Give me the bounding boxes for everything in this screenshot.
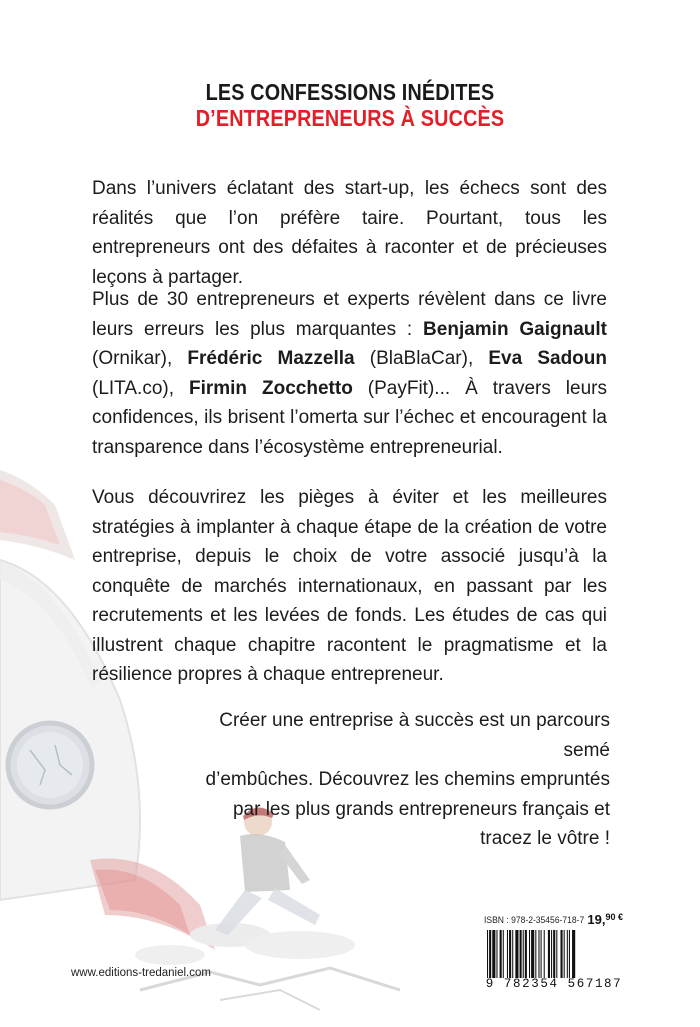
barcode-bar (556, 930, 557, 978)
barcode-bar (525, 930, 527, 978)
barcode-bar (529, 930, 530, 978)
barcode-bar (489, 930, 491, 978)
barcode-bar (496, 930, 497, 978)
barcode-bar (553, 930, 555, 978)
company-name: (PayFit) (352, 377, 435, 399)
intro-paragraph: Dans l’univers éclatant des start-up, les échecs sont des réalités que l’on préfère taire. Pourtant, tous les entrepreneurs ont des défaites à raconter et de précieuses leçons à partager. (92, 178, 607, 288)
entrepreneur-name: Firmin Zocchetto (188, 377, 353, 399)
barcode-bar (531, 930, 534, 978)
price-cents: 90 € (605, 912, 623, 922)
barcode-block (481, 911, 627, 998)
publisher-website: www.editions-tredaniel.com (71, 967, 211, 979)
barcode-number: 9 782354 567187 (485, 977, 623, 991)
barcode-bar (520, 930, 522, 978)
paragraph-text: Plus de 30 entrepreneurs et experts révèlent dans ce livre leurs erreurs les plus marquantes : (92, 289, 607, 340)
entrepreneur-name: Eva Sadoun (488, 348, 607, 369)
barcode-bar (538, 930, 539, 978)
company-name: (LITA.co), (92, 377, 189, 399)
entrepreneurs-paragraph (92, 285, 607, 462)
quote-line: d’embûches. Découvrez les chemins empruntés (205, 769, 610, 790)
title-line-2: D’ENTREPRENEURS À SUCCÈS (195, 105, 505, 131)
paragraph-text: ... À travers leurs confidences, ils brisent l’omerta sur l’échec et encouragent la transparence dans l’écosystème entrepreneurial. (92, 377, 607, 458)
barcode-bar (551, 930, 552, 978)
barcode-bar (492, 930, 495, 978)
price-main: 19, (587, 912, 606, 927)
company-name: (Ornikar), (92, 348, 188, 369)
barcode-bar (500, 930, 502, 978)
barcode-bars (481, 930, 627, 978)
barcode-bar (564, 930, 565, 978)
barcode-bar (548, 930, 550, 978)
barcode-bar (503, 930, 504, 978)
price-label (587, 912, 623, 927)
barcode-bar (544, 930, 545, 978)
barcode-bar (487, 930, 488, 978)
barcode-bar (572, 930, 575, 978)
barcode-bar (509, 930, 511, 978)
entrepreneur-name: Benjamin Gaignault (423, 318, 607, 340)
barcode-bar (561, 930, 563, 978)
company-name: (BlaBlaCar), (354, 348, 489, 369)
barcode-bar (523, 930, 524, 978)
barcode-bar (535, 930, 536, 978)
barcode-bar (567, 930, 568, 978)
barcode-bar (507, 930, 508, 978)
isbn-label: ISBN : 978-2-35456-718-7 (484, 915, 585, 926)
quote-line: par les plus grands entrepreneurs français et (232, 798, 610, 820)
entrepreneur-name: Frédéric Mazzella (187, 348, 355, 369)
strategies-paragraph: Vous découvrirez les pièges à éviter et les meilleures stratégies à implanter à chaque étape de la création de votre entreprise, depuis le choix de votre associé jusqu’à la conquête de marchés internationaux, en passant par les recrutements et les levées de fonds. Les études de cas qui illustrent chaque chapitre racontent le pragmatisme et la résilience propres à chaque entrepreneur. (92, 487, 607, 685)
title-line-1: LES CONFESSIONS INÉDITES (205, 79, 495, 105)
barcode-bar (541, 930, 542, 978)
quote-line: tracez le vôtre ! (480, 828, 610, 849)
barcode-bar (515, 930, 518, 978)
closing-quote (170, 706, 610, 854)
barcode-bar (569, 930, 570, 978)
barcode-bar (512, 930, 513, 978)
quote-line: Créer une entreprise à succès est un parcours semé (219, 710, 610, 761)
